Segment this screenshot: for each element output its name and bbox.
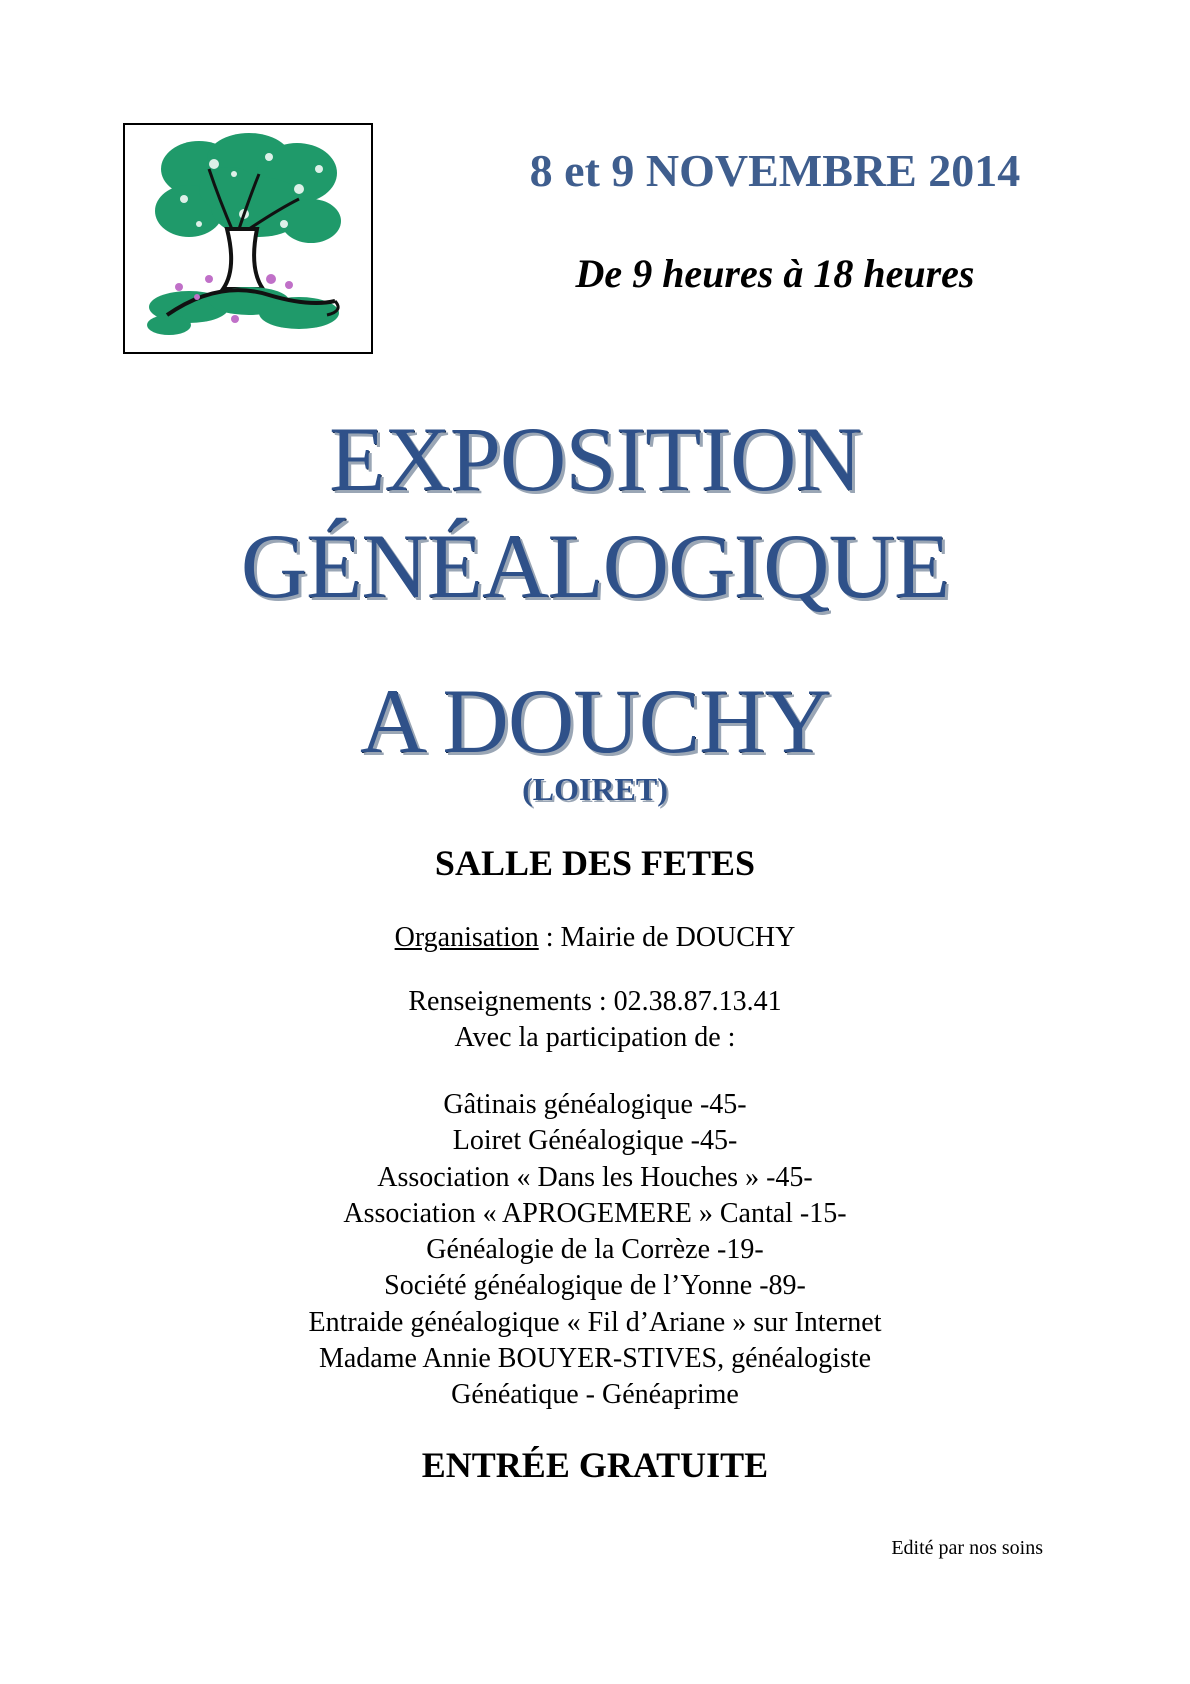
participant-item: Association « APROGEMERE » Cantal -15- [343,1197,847,1229]
participant-item: Généatique - Généaprime [451,1379,739,1411]
title-line-3: A DOUCHY [360,670,830,772]
title-line-1: EXPOSITION [329,408,861,510]
participation-intro: Avec la participation de : [454,1022,736,1053]
participant-item: Généalogie de la Corrèze -19- [426,1234,764,1266]
footer-note: Edité par nos soins [891,1537,1043,1559]
tree-icon [139,129,361,349]
renseignements-line: Renseignements : 02.38.87.13.41 [408,986,782,1017]
participant-item: Loiret Généalogique -45- [452,1125,738,1157]
participant-item: Madame Annie BOUYER-STIVES, généalogiste [318,1343,872,1375]
organisation-value: : Mairie de DOUCHY [538,922,796,953]
event-date: 8 et 9 NOVEMBRE 2014 [529,145,1021,196]
venue: SALLE DES FETES [434,843,756,883]
free-entry: ENTRÉE GRATUITE [421,1445,769,1485]
participants-list [0,1087,1190,1414]
participant-item: Société généalogique de l’Yonne -89- [384,1270,806,1302]
organisation-line [0,920,1190,956]
organisation-label: Organisation [394,922,539,953]
event-hours: De 9 heures à 18 heures [575,251,975,296]
title-line-2: GÉNÉALOGIQUE [240,515,950,617]
logo-frame [123,123,373,354]
participant-item: Gâtinais généalogique -45- [443,1089,747,1120]
participant-item: Entraide généalogique « Fil d’Ariane » sur Internet [308,1306,882,1338]
region-label: (LOIRET) [522,771,668,807]
participant-item: Association « Dans les Houches » -45- [377,1161,813,1193]
